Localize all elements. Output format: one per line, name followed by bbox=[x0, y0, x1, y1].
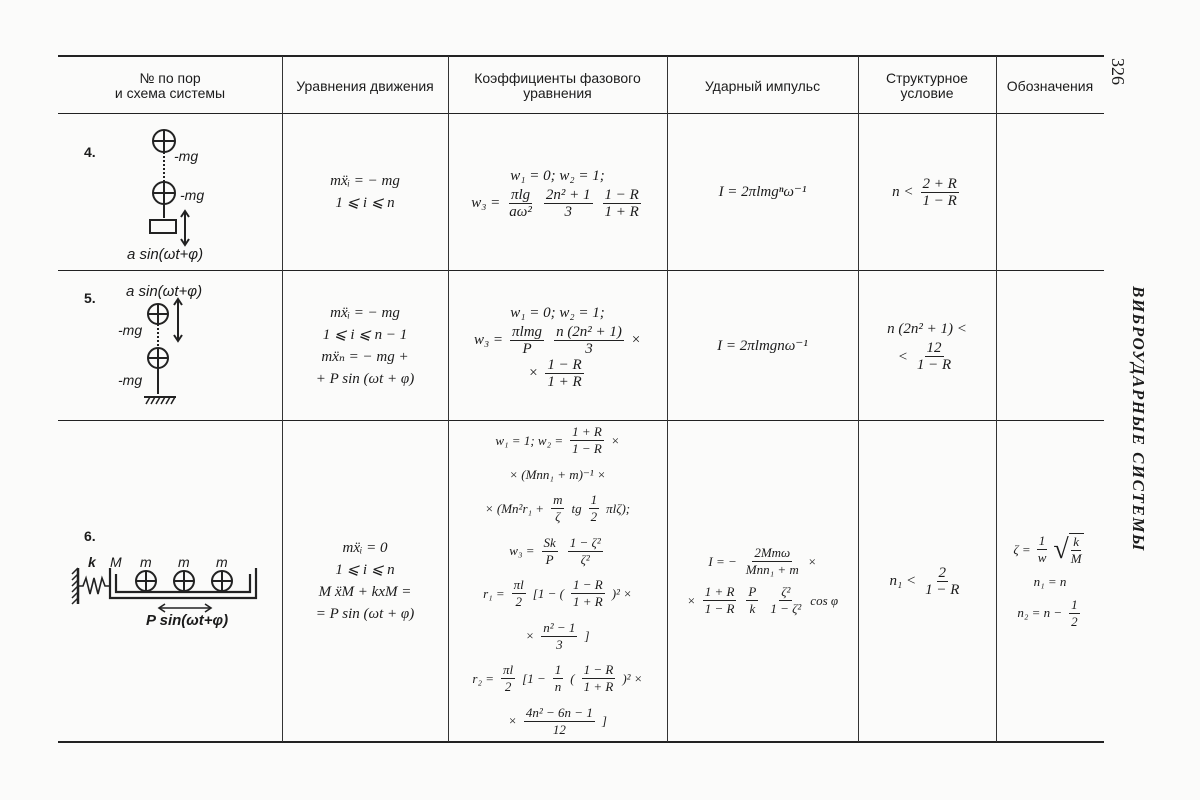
header-notation bbox=[996, 60, 1104, 112]
equation-line: + P sin (ωt + φ) bbox=[315, 370, 415, 387]
fraction-denominator: 2 bbox=[1071, 613, 1078, 629]
equation-line: mẍᵢ = 0 bbox=[342, 540, 388, 556]
equation-line: 1 ⩽ i ⩽ n bbox=[335, 562, 395, 578]
header-number-scheme bbox=[58, 60, 282, 112]
condition-lhs: n₁ < bbox=[889, 573, 917, 589]
fraction-numerator: πl bbox=[503, 662, 514, 678]
equation-line: mẍᵢ = − mg bbox=[330, 304, 400, 321]
fraction bbox=[1069, 533, 1084, 567]
scheme-diagram-6 bbox=[70, 564, 270, 614]
fraction-numerator: 1 + R bbox=[572, 424, 602, 439]
fraction-denominator: ζ² bbox=[580, 551, 590, 567]
fraction bbox=[553, 662, 564, 695]
row-number: 4. bbox=[84, 144, 96, 160]
fraction-denominator: 2 bbox=[515, 594, 522, 610]
fraction-denominator: n bbox=[554, 679, 562, 695]
coeff-text: [1 − ( bbox=[532, 585, 564, 601]
excitation-label: a sin(ωt+φ) bbox=[127, 246, 204, 263]
coeff-text: )² × bbox=[611, 585, 632, 601]
fraction-denominator: 1 + R bbox=[604, 203, 639, 220]
fraction-numerator: 2Mmω bbox=[754, 545, 791, 560]
fraction-denominator: 1 − R bbox=[572, 441, 602, 456]
fraction-denominator: 2 bbox=[590, 509, 598, 525]
fraction-denominator: P bbox=[545, 551, 554, 567]
wall bbox=[72, 568, 78, 604]
fraction bbox=[768, 584, 803, 617]
fraction-denominator: 3 bbox=[564, 203, 572, 220]
fraction-denominator: 1 − R bbox=[922, 192, 957, 209]
fraction bbox=[545, 357, 583, 390]
coeff-lhs: w₃ = bbox=[471, 195, 501, 211]
fraction-denominator: 1 − ζ² bbox=[770, 601, 802, 616]
condition-line bbox=[892, 176, 962, 209]
excitation-label: P sin(ωt+φ) bbox=[146, 612, 229, 629]
coeff-lhs: r₂ = bbox=[472, 670, 495, 686]
times-sign: × bbox=[807, 553, 817, 569]
fraction-numerator: n² − 1 bbox=[543, 619, 576, 635]
coefficients-cell bbox=[448, 424, 667, 738]
coeff-text: × (Mn²r₁ + bbox=[484, 500, 545, 516]
fraction-denominator: 1 − R bbox=[704, 601, 735, 616]
fraction bbox=[512, 577, 526, 610]
fraction-numerator: 1 bbox=[590, 492, 598, 508]
fraction bbox=[501, 662, 515, 695]
excitation-label: a sin(ωt+φ) bbox=[126, 283, 203, 300]
fraction bbox=[568, 535, 603, 568]
fraction bbox=[746, 584, 758, 617]
times-sign: × bbox=[630, 332, 642, 348]
equations-cell bbox=[282, 421, 448, 741]
notation-line bbox=[1017, 597, 1082, 630]
mg-label: -mg bbox=[174, 148, 199, 164]
fraction-denominator: Mnn₁ + m bbox=[745, 562, 799, 577]
header-text: Ударный импульс bbox=[704, 77, 821, 94]
coeff-line bbox=[474, 324, 641, 357]
fraction-numerator: ζ² bbox=[781, 584, 791, 599]
condition-line bbox=[898, 340, 956, 373]
fraction bbox=[921, 176, 959, 209]
fraction bbox=[744, 545, 801, 578]
equation-line: = P sin (ωt + φ) bbox=[315, 606, 415, 622]
fraction-numerator: 1 − ζ² bbox=[569, 534, 601, 550]
fraction bbox=[541, 620, 577, 653]
header-text: условие bbox=[900, 85, 954, 101]
impulse-line bbox=[708, 545, 816, 578]
coeff-text: )² × bbox=[622, 670, 643, 686]
mg-label: -mg bbox=[118, 372, 143, 388]
fraction-denominator: 1 + R bbox=[572, 594, 603, 610]
scheme-diagram-5 bbox=[140, 298, 200, 410]
ball-label: m bbox=[178, 554, 190, 570]
fraction bbox=[1069, 597, 1080, 630]
notation-lhs: ζ = bbox=[1013, 541, 1031, 557]
header-text: Коэффициенты фазового bbox=[474, 70, 641, 86]
fraction-denominator: 3 bbox=[585, 340, 593, 357]
fraction-denominator: 1 − R bbox=[916, 357, 952, 373]
running-title: ВИБРОУДАРНЫЕ СИСТЕМЫ bbox=[1129, 286, 1148, 552]
fraction-numerator: k bbox=[1073, 533, 1080, 549]
fraction bbox=[923, 565, 961, 598]
fraction-numerator: 1 bbox=[1038, 533, 1046, 548]
fraction-numerator: m bbox=[553, 492, 563, 508]
spring bbox=[78, 578, 110, 594]
fraction bbox=[571, 577, 605, 610]
page-number: 326 bbox=[1108, 58, 1128, 85]
notation-lhs: n₂ = n − bbox=[1017, 605, 1063, 620]
fraction-numerator: P bbox=[748, 584, 757, 599]
fraction bbox=[582, 662, 616, 695]
coeff-text: πlζ); bbox=[606, 500, 631, 516]
condition-lhs: n < bbox=[892, 184, 914, 200]
times-sign: × bbox=[686, 592, 696, 608]
times-sign: × bbox=[610, 432, 620, 448]
fraction-numerator: 12 bbox=[926, 340, 942, 356]
coeff-line bbox=[485, 492, 630, 525]
equation-line: mẍᵢ = − mg bbox=[330, 173, 400, 189]
impulse-formula: I = 2πlmgnω⁻¹ bbox=[717, 337, 808, 354]
header-text: Структурное bbox=[886, 70, 968, 86]
condition-lhs: < bbox=[897, 348, 908, 365]
vibrating-table bbox=[150, 220, 176, 233]
coeff-line bbox=[509, 535, 605, 568]
fraction bbox=[542, 535, 558, 568]
times-sign: × bbox=[525, 628, 535, 644]
fraction-numerator: 1 − R bbox=[572, 577, 603, 593]
coeff-lhs: r₁ = bbox=[483, 585, 505, 601]
impulse-line bbox=[687, 584, 838, 617]
fraction-numerator: πl bbox=[513, 577, 524, 593]
notation-line: n₁ = n bbox=[1033, 573, 1067, 589]
equation-line: M ẍM + kxM = bbox=[318, 584, 412, 600]
fraction-numerator: 1 bbox=[554, 662, 562, 678]
ball-label: m bbox=[216, 554, 228, 570]
coeff-text: ] bbox=[584, 628, 590, 644]
fraction-numerator: πlg bbox=[510, 186, 531, 203]
equation-line: mẍₙ = − mg + bbox=[321, 348, 409, 365]
header-equations bbox=[282, 60, 448, 112]
fraction-denominator: 3 bbox=[556, 636, 563, 652]
fraction-numerator: 1 − R bbox=[583, 662, 614, 678]
fraction-numerator: 1 bbox=[1071, 596, 1078, 612]
header-text: Обозначения bbox=[1006, 77, 1094, 94]
header-condition bbox=[858, 60, 996, 112]
mg-label: -mg bbox=[118, 322, 143, 338]
ground-hatching bbox=[144, 397, 176, 404]
impulse-cell bbox=[667, 114, 858, 270]
fraction-denominator: 1 − R bbox=[925, 581, 960, 598]
row-number: 5. bbox=[84, 290, 96, 306]
coefficients-cell bbox=[448, 271, 667, 420]
mg-label: -mg bbox=[180, 187, 205, 203]
coeff-line: × (Mnn₁ + m)⁻¹ × bbox=[509, 466, 606, 482]
table-bottom-rule bbox=[58, 741, 1104, 743]
coeff-text: cos φ bbox=[810, 592, 839, 608]
header-text: № по пор bbox=[139, 70, 201, 86]
fraction bbox=[570, 424, 604, 457]
header-text: Уравнения движения bbox=[296, 77, 434, 94]
fraction-denominator: w bbox=[1037, 550, 1047, 565]
row-number: 6. bbox=[84, 528, 96, 544]
fraction bbox=[544, 187, 593, 220]
impulse-cell bbox=[667, 271, 858, 420]
coeff-lhs: w₃ = bbox=[509, 543, 535, 559]
coeff-line: w₁ = 0; w₂ = 1; bbox=[510, 304, 605, 321]
fraction bbox=[589, 492, 600, 525]
fraction bbox=[703, 584, 737, 617]
fraction bbox=[510, 324, 544, 357]
fraction bbox=[551, 492, 564, 525]
fraction-numerator: 2 + R bbox=[922, 175, 957, 192]
fraction-numerator: n (2n² + 1) bbox=[556, 323, 622, 340]
fraction-numerator: 1 − R bbox=[604, 186, 639, 203]
coeff-text: [1 − bbox=[522, 670, 546, 686]
fraction bbox=[1036, 533, 1049, 566]
header-impulse bbox=[667, 60, 858, 112]
coeff-line bbox=[508, 705, 607, 738]
coeff-line bbox=[483, 577, 632, 610]
spring-label: k bbox=[88, 554, 96, 570]
condition-cell bbox=[858, 271, 996, 420]
condition-cell bbox=[858, 114, 996, 270]
fraction bbox=[554, 324, 624, 357]
excitation-arrow bbox=[159, 604, 211, 612]
fraction-numerator: Sk bbox=[543, 534, 556, 550]
condition-line bbox=[890, 565, 965, 598]
notation-cell bbox=[996, 421, 1104, 741]
impulse-cell bbox=[667, 421, 858, 741]
fraction-denominator: 2 bbox=[504, 679, 512, 695]
fraction-numerator: 1 − R bbox=[547, 356, 582, 373]
impulse-formula: I = 2πlmgⁿω⁻¹ bbox=[718, 184, 807, 200]
fraction-denominator: 1 + R bbox=[547, 373, 582, 390]
times-sign: × bbox=[528, 365, 539, 381]
equation-line: 1 ⩽ i ⩽ n bbox=[335, 195, 395, 211]
fraction-numerator: 1 + R bbox=[704, 584, 735, 599]
coeff-line: w₁ = 0; w₂ = 1; bbox=[510, 167, 605, 184]
fraction bbox=[524, 705, 595, 738]
fraction-denominator: aω² bbox=[509, 203, 532, 220]
fraction-denominator: 12 bbox=[552, 721, 566, 737]
fraction-numerator: 4n² − 6n − 1 bbox=[525, 704, 593, 720]
header-text: уравнения bbox=[523, 85, 592, 101]
fraction-denominator: 1 + R bbox=[583, 679, 614, 695]
notation-line bbox=[1013, 533, 1086, 567]
fraction-denominator: P bbox=[522, 340, 532, 357]
equation-line: 1 ⩽ i ⩽ n − 1 bbox=[322, 326, 408, 343]
equations-cell bbox=[282, 271, 448, 420]
equations-cell bbox=[282, 114, 448, 270]
coefficients-cell bbox=[448, 114, 667, 270]
fraction-denominator: M bbox=[1070, 550, 1082, 566]
coeff-line bbox=[472, 662, 642, 695]
coeff-text: ] bbox=[601, 713, 607, 729]
fraction-numerator: 2 bbox=[938, 564, 947, 581]
times-sign: × bbox=[508, 713, 517, 729]
coeff-line bbox=[471, 187, 644, 220]
mass-label: M bbox=[110, 554, 122, 570]
condition-line: n (2n² + 1) < bbox=[887, 321, 967, 337]
header-text: и схема системы bbox=[114, 85, 226, 101]
impulse-lhs: I = − bbox=[708, 553, 737, 569]
fraction-numerator: πlmg bbox=[512, 323, 543, 340]
fraction-denominator: ζ bbox=[555, 509, 561, 525]
table-top-rule bbox=[58, 55, 1104, 57]
fraction-denominator: k bbox=[749, 601, 756, 616]
coeff-text: ( bbox=[570, 670, 575, 686]
fraction bbox=[603, 187, 641, 220]
ball-label: m bbox=[140, 554, 152, 570]
fraction-numerator: 2n² + 1 bbox=[545, 186, 591, 203]
sqrt-sign: √ bbox=[1053, 533, 1069, 565]
coeff-text: tg bbox=[571, 500, 582, 516]
coeff-line bbox=[525, 620, 589, 653]
coeff-line bbox=[528, 357, 586, 390]
condition-cell bbox=[858, 421, 996, 741]
header-coefficients bbox=[448, 60, 667, 112]
fraction bbox=[915, 340, 953, 373]
coeff-lhs: w₁ = 1; w₂ = bbox=[495, 432, 564, 448]
coeff-lhs: w₃ = bbox=[473, 332, 504, 348]
coeff-line bbox=[495, 424, 619, 457]
fraction bbox=[507, 187, 534, 220]
